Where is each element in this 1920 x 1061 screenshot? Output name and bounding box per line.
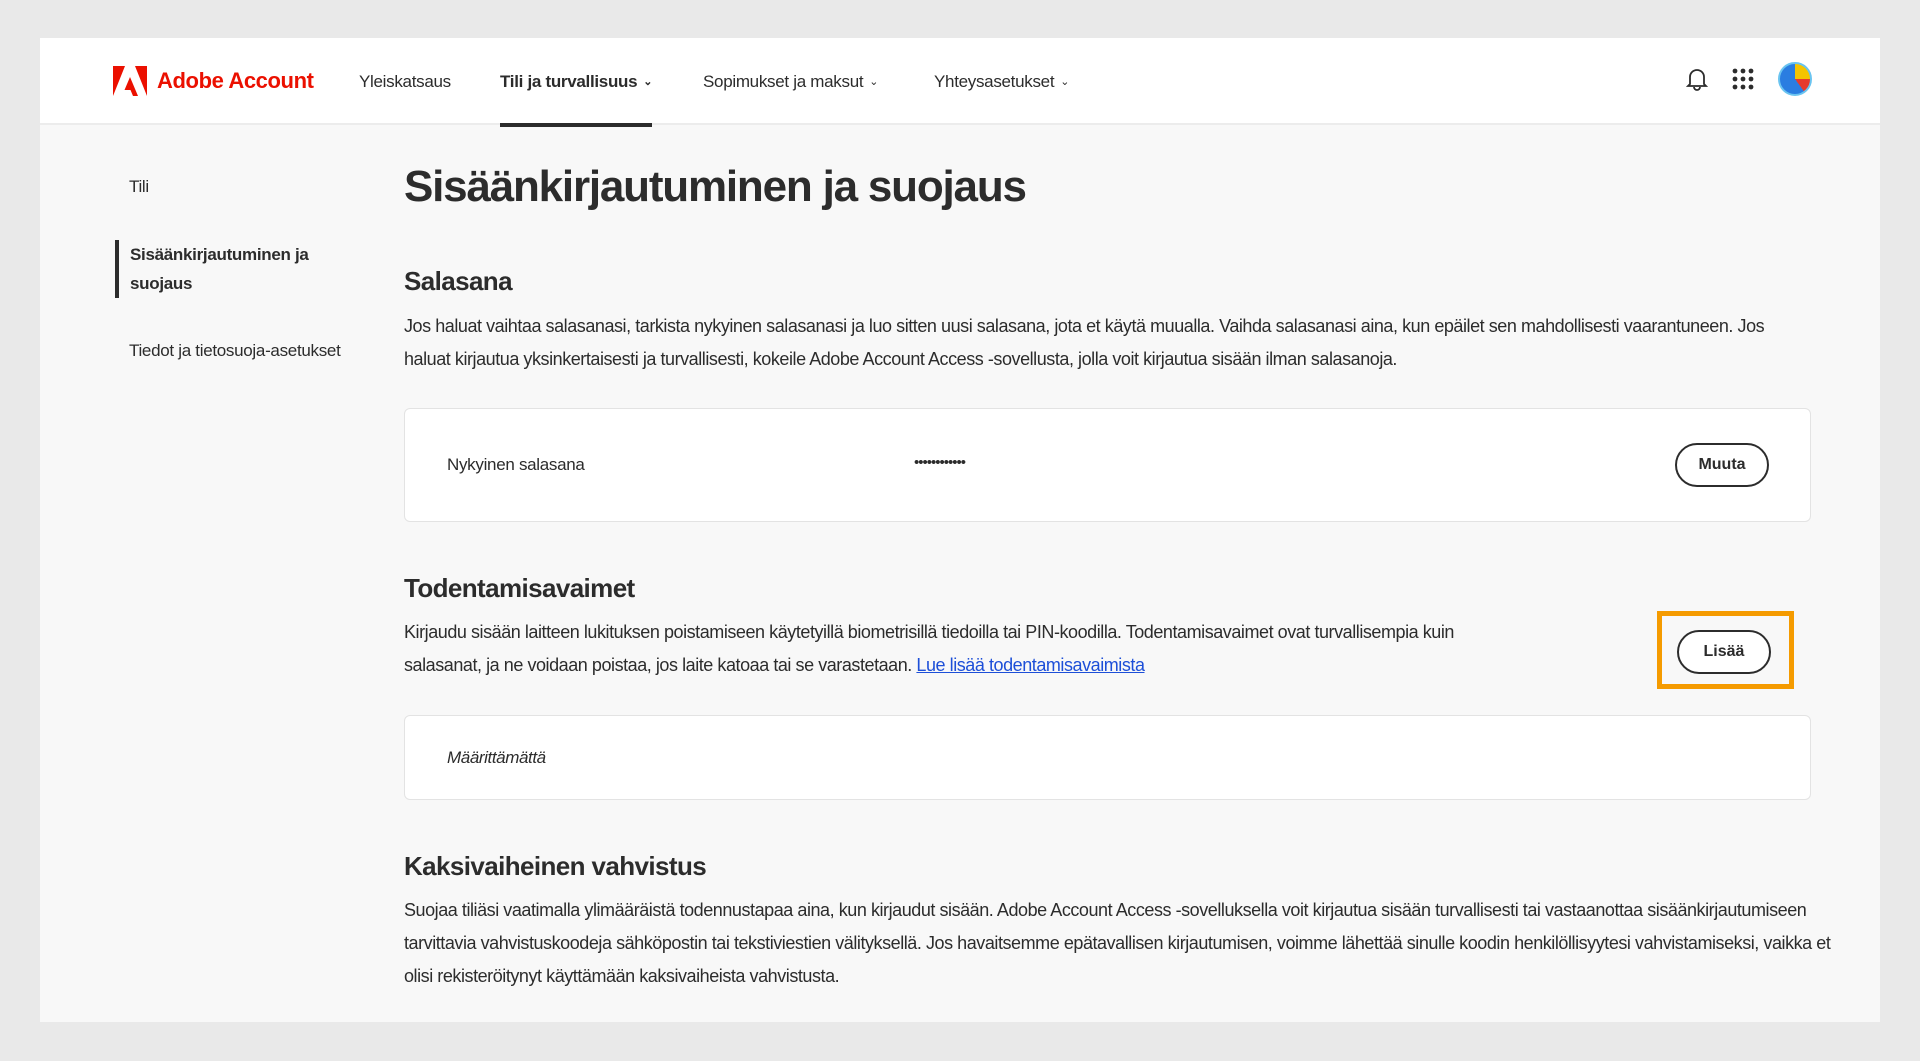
nav-label: Yleiskatsaus: [359, 71, 451, 91]
password-card: [404, 408, 1811, 522]
password-heading: Salasana: [404, 266, 512, 296]
passkeys-text: Kirjaudu sisään laitteen lukituksen poistamiseen käytetyillä biometrisillä tiedoilla tai PIN-koodilla. Todentamisavaimet ovat turvallisempia kuin salasanat, ja ne voidaan poistaa, jos laite katoaa tai se varastetaan.: [404, 622, 1454, 675]
bell-icon[interactable]: [1686, 67, 1708, 91]
chevron-down-icon: ⌄: [1060, 76, 1070, 88]
page-title: Sisäänkirjautuminen ja suojaus: [404, 162, 1026, 211]
nav-label: Yhteysasetukset: [934, 71, 1055, 91]
change-password-button[interactable]: Muuta: [1675, 443, 1769, 487]
sidebar-item-signin-security[interactable]: Sisäänkirjautuminen ja suojaus: [115, 240, 320, 298]
current-password-label: Nykyinen salasana: [447, 455, 585, 474]
password-mask: ••••••••••••: [914, 454, 966, 471]
nav-account-security[interactable]: [500, 38, 652, 125]
add-passkey-button[interactable]: Lisää: [1677, 630, 1771, 674]
two-step-description: Suojaa tiliäsi vaatimalla ylimääräistä todennustapaa aina, kun kirjaudut sisään. Adobe Account Access -sovelluksella voit kirjautua sisään turvallisesti tai vastaanottaa sisäänkirjautumiseen tarvittavia vahvistuskoodeja sähköpostin tai tekstiviestien välityksellä. Jos havaitsemme epätavallisen kirjautumisen, voimme lähettää sinulle koodin henkilöllisyytesi vahvistamiseksi, vaikka et olisi rekisteröitynyt käyttämään kaksivaiheista vahvistusta.: [404, 900, 1831, 986]
nav-overview[interactable]: [359, 38, 451, 125]
logo-text: Adobe Account: [157, 68, 314, 93]
passkeys-description: [404, 616, 1454, 682]
password-description: Jos haluat vaihtaa salasanasi, tarkista nykyinen salasanasi ja luo sitten uusi salasana, jota et käytä muualla. Vaihda salasanasi aina, kun epäilet sen mahdollisesti vaarantuneen. Jos haluat kirjautua yksinkertaisesti ja turvallisesti, kokeile Adobe Account Access -sovellusta, jolla voit kirjautua sisään ilman salasanoja.: [404, 316, 1765, 369]
avatar[interactable]: [1778, 62, 1812, 96]
nav-label: Sopimukset ja maksut: [703, 71, 864, 91]
chevron-down-icon: ⌄: [869, 76, 879, 88]
chevron-down-icon: ⌄: [643, 76, 653, 88]
top-nav: [40, 38, 1880, 125]
learn-more-passkeys-link[interactable]: Lue lisää todentamisavaimista: [916, 655, 1145, 675]
sidebar-item-account[interactable]: Tili: [129, 177, 149, 196]
passkeys-status: Määrittämättä: [447, 748, 546, 767]
page: [40, 38, 1880, 1022]
sidebar-item-privacy[interactable]: Tiedot ja tietosuoja-asetukset: [129, 341, 341, 360]
passkeys-card: [404, 715, 1811, 800]
adobe-icon: [113, 66, 147, 96]
two-step-heading: Kaksivaiheinen vahvistus: [404, 851, 707, 881]
nav-label: Tili ja turvallisuus: [500, 71, 638, 91]
adobe-logo[interactable]: [113, 66, 314, 96]
nav-plans-payments[interactable]: [703, 38, 878, 125]
apps-grid-icon[interactable]: [1732, 68, 1754, 90]
nav-communication-prefs[interactable]: [934, 38, 1069, 125]
passkeys-heading: Todentamisavaimet: [404, 573, 635, 603]
